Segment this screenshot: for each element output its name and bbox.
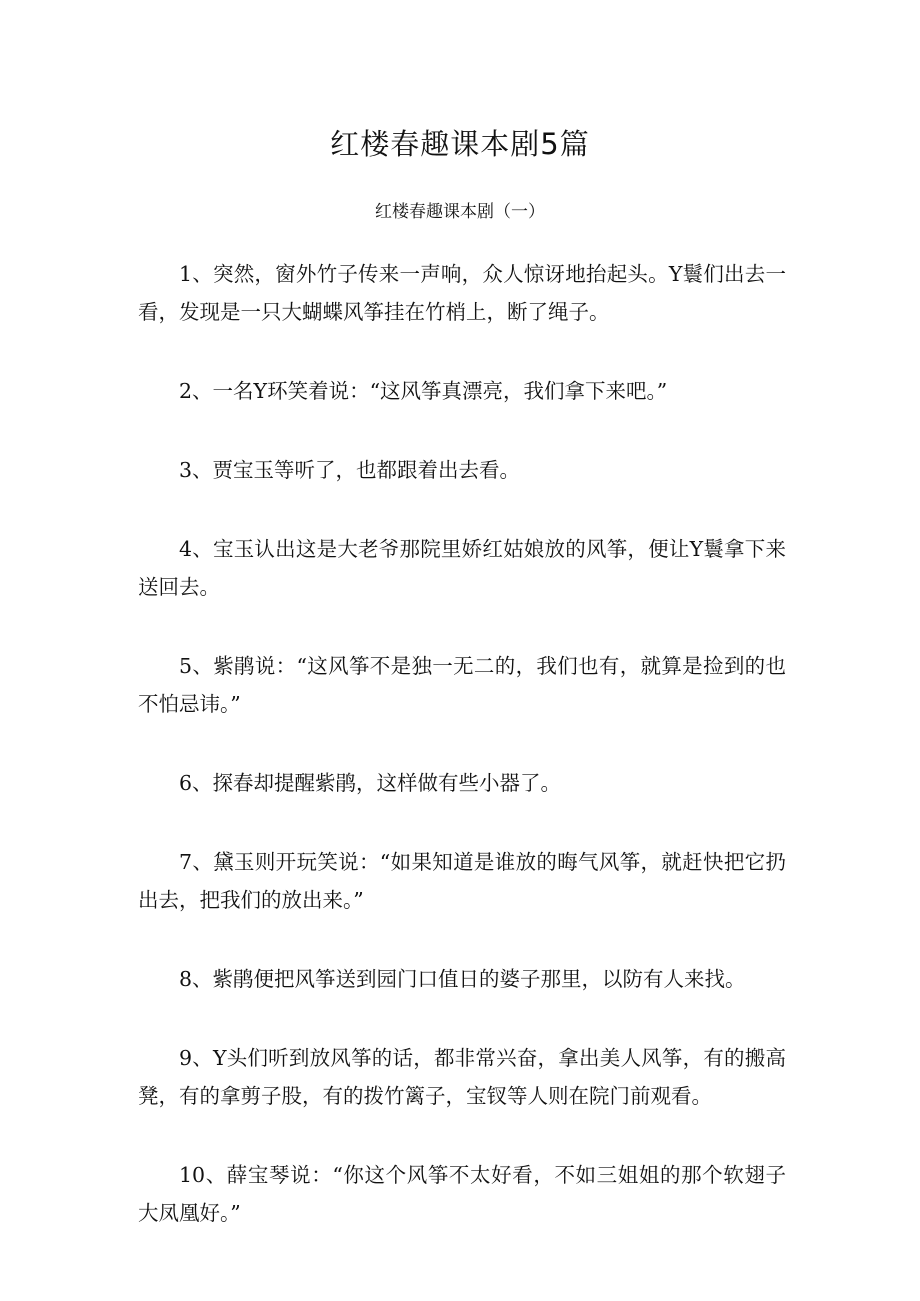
paragraph: 5、紫鹃说：“这风筝不是独一无二的，我们也有，就算是捡到的也不怕忌讳。”: [138, 654, 786, 716]
paragraph: 6、探春却提醒紫鹃，这样做有些小器了。: [179, 771, 562, 795]
paragraph: 9、Y头们听到放风筝的话，都非常兴奋，拿出美人风筝，有的搬高凳，有的拿剪子股，有的拨竹篱子，宝钗等人则在院门前观看。: [138, 1046, 786, 1108]
document-subtitle: 红楼春趣课本剧（一）: [375, 202, 545, 222]
paragraph: 3、贾宝玉等听了，也都跟着出去看。: [179, 458, 521, 482]
paragraph: 4、宝玉认出这是大老爷那院里娇红姑娘放的风筝，便让Y鬟拿下来送回去。: [138, 537, 786, 599]
document-body: [138, 255, 786, 1273]
paragraph: 8、紫鹃便把风筝送到园门口值日的婆子那里，以防有人来找。: [179, 967, 746, 991]
document-title: 红楼春趣课本剧5篇: [330, 127, 590, 161]
paragraph: 2、一名Y环笑着说：“这风筝真漂亮，我们拿下来吧。”: [179, 379, 668, 403]
paragraph: 1、突然，窗外竹子传来一声响，众人惊讶地抬起头。Y鬟们出去一看，发现是一只大蝴蝶风筝挂在竹梢上，断了绳子。: [138, 262, 786, 324]
paragraph: 7、黛玉则开玩笑说：“如果知道是谁放的晦气风筝，就赶快把它扔出去，把我们的放出来。”: [138, 850, 786, 912]
paragraph: 10、薛宝琴说：“你这个风筝不太好看，不如三姐姐的那个软翅子大凤凰好。”: [138, 1163, 786, 1225]
